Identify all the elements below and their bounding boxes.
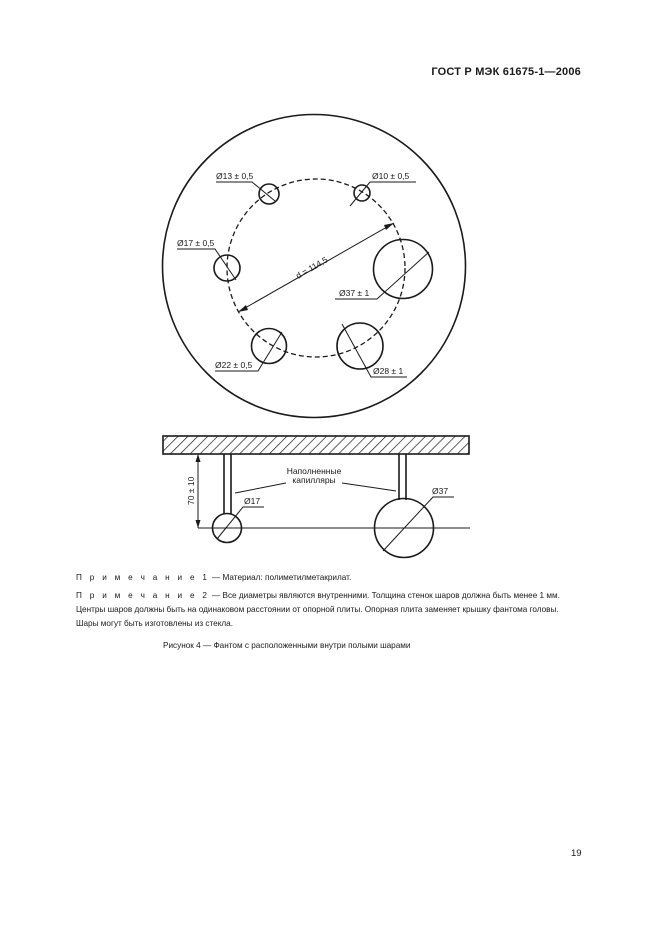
label-d37: Ø37 ± 1: [339, 288, 370, 298]
label-pcd: d = 114,5: [294, 254, 330, 281]
note-1-label: П р и м е ч а н и е 1: [76, 573, 210, 582]
label-d28: Ø28 ± 1: [373, 366, 404, 376]
label-capillaries-1: Наполненные: [286, 466, 342, 476]
note-1-text: — Материал: полиметилметакрилат.: [209, 573, 352, 582]
side-view: [163, 436, 470, 558]
note-1: [76, 571, 582, 585]
label-d22: Ø22 ± 0,5: [215, 360, 253, 370]
top-view: [163, 115, 466, 418]
label-d17: Ø17 ± 0,5: [177, 238, 215, 248]
label-side-d17: Ø17: [244, 496, 261, 506]
page-number: 19: [571, 848, 582, 859]
document-header: ГОСТ Р МЭК 61675-1—2006: [431, 66, 581, 78]
label-d13: Ø13 ± 0,5: [216, 171, 254, 181]
label-capillaries-2: капилляры: [292, 475, 336, 485]
figure-caption: Рисунок 4 — Фантом с расположенными внутри полыми шарами: [163, 641, 411, 650]
label-height: 70 ± 10: [186, 476, 196, 505]
label-side-d37: Ø37: [432, 486, 449, 496]
note-2-text: — Все диаметры являются внутренними. Толщина стенок шаров должна быть менее 1 мм. Центры шаров должны быть на одинаковом расстоянии от опорной плиты. Опорная плита заменяет крышку фантома головы. Шары могут быть изготовлены из стекла.: [76, 591, 560, 628]
sphere-13: [259, 184, 279, 204]
support-plate: [163, 436, 469, 454]
label-d10: Ø10 ± 0,5: [372, 171, 410, 181]
sphere-28: [337, 323, 383, 369]
note-2-label: П р и м е ч а н и е 2: [76, 591, 210, 600]
note-2: [76, 589, 582, 631]
